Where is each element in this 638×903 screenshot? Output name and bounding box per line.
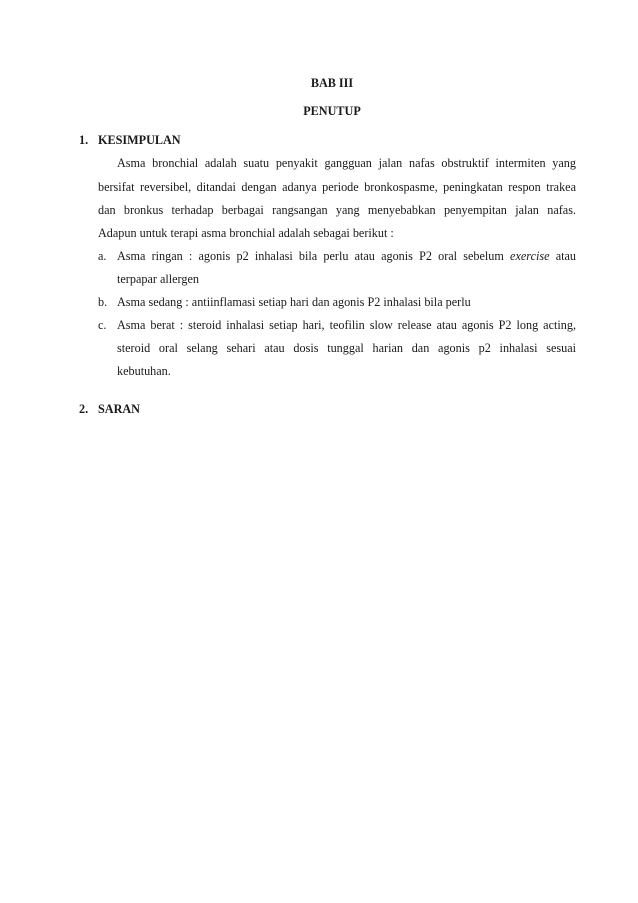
intro-line-1: Asma bronchial adalah suatu penyakit gangguan jalan nafas obstruktif intermiten yang bbox=[117, 156, 576, 170]
section-2-number: 2. bbox=[79, 402, 89, 416]
intro-line-3: dan bronkus terhadap berbagai rangsangan yang menyebabkan penyempitan jalan nafas. bbox=[98, 203, 576, 217]
intro-line-2: bersifat reversibel, ditandai dengan adanya periode bronkospasme, peningkatan respon trakea bbox=[98, 180, 576, 194]
chapter-heading: BAB III bbox=[310, 76, 354, 90]
section-1-title: KESIMPULAN bbox=[98, 133, 181, 147]
chapter-title: PENUTUP bbox=[303, 104, 361, 118]
list-item-c-line-1: Asma berat : steroid inhalasi setiap hari, teofilin slow release atau agonis P2 long acting, bbox=[117, 318, 576, 332]
section-2-title: SARAN bbox=[98, 402, 140, 416]
list-item-a-line-2: terpapar allergen bbox=[117, 272, 199, 286]
exercise-term: exercise bbox=[510, 249, 550, 263]
list-item-c-line-2: steroid oral selang sehari atau dosis tunggal harian dan agonis p2 inhalasi sesuai bbox=[117, 341, 576, 355]
list-marker-a: a. bbox=[98, 249, 107, 263]
list-item-b-line-1: Asma sedang : antiinflamasi setiap hari dan agonis P2 inhalasi bila perlu bbox=[117, 295, 471, 309]
list-marker-c: c. bbox=[98, 318, 107, 332]
list-item-c-line-3: kebutuhan. bbox=[117, 364, 171, 378]
list-item-a-line-1: Asma ringan : agonis p2 inhalasi bila perlu atau agonis P2 oral sebelum exercise atau bbox=[117, 249, 577, 263]
intro-line-4: Adapun untuk terapi asma bronchial adalah sebagai berikut : bbox=[98, 226, 394, 240]
list-marker-b: b. bbox=[98, 295, 108, 309]
section-1-number: 1. bbox=[79, 133, 89, 147]
